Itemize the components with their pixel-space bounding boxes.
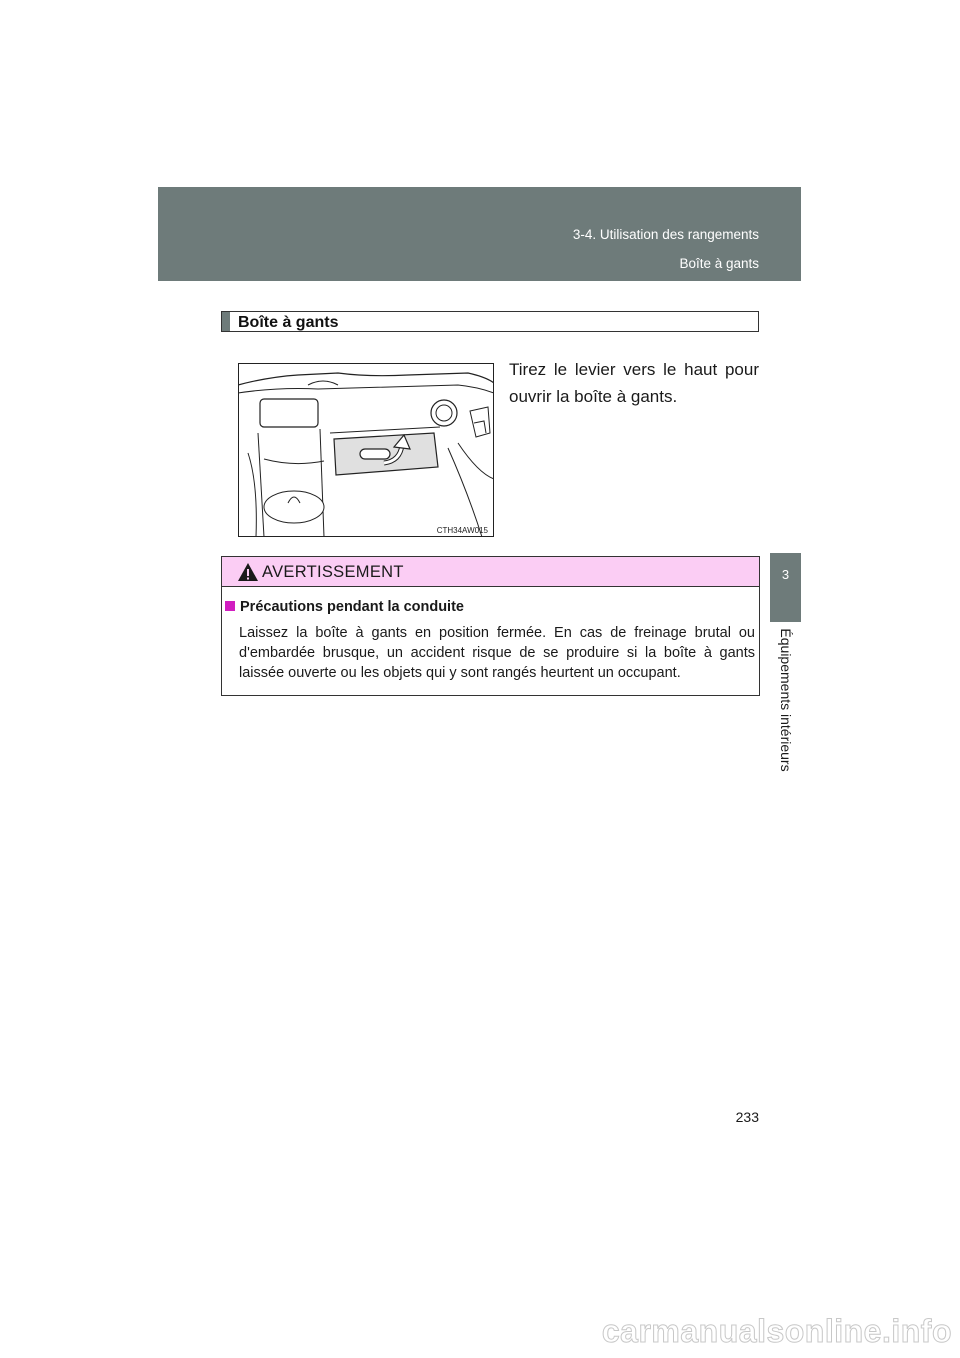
glove-box-illustration: [238, 363, 494, 537]
illustration-code: CTH34AW015: [436, 526, 488, 535]
glove-box-dashboard-illustration: [238, 363, 494, 537]
warning-body: Laissez la boîte à gants en position fermée. En cas de freinage brutal ou d'embardée brusque, un accident risque de se produire si la boîte à gants laissée ouverte ou les objets qui y sont rangés heurtent un occupant.: [239, 625, 755, 681]
square-bullet-icon: [225, 601, 235, 611]
chapter-label-text: Équipements intérieurs: [778, 628, 794, 772]
warning-header: [222, 557, 759, 587]
watermark-text: carmanualsonline.info: [601, 1313, 952, 1349]
chapter-tab: [770, 553, 801, 622]
instruction-text: Tirez le levier vers le haut pour ouvrir la boîte à gants.: [509, 360, 759, 406]
watermark: [0, 1309, 960, 1353]
chapter-number: 3: [781, 567, 790, 582]
warning-title: AVERTISSEMENT: [262, 563, 404, 581]
section-heading: [221, 311, 759, 332]
section-heading-bar: [222, 312, 230, 331]
warning-box: [221, 556, 760, 696]
section-heading-title: Boîte à gants: [238, 314, 339, 331]
header-topic-title: Boîte à gants: [679, 256, 759, 271]
warning-triangle-icon: [237, 562, 259, 582]
header-section-title: 3-4. Utilisation des rangements: [572, 227, 759, 242]
page-number: 233: [735, 1109, 759, 1125]
warning-subheading-text: Précautions pendant la conduite: [240, 599, 464, 615]
warning-subheading: [225, 599, 464, 615]
header-band: [158, 187, 801, 281]
